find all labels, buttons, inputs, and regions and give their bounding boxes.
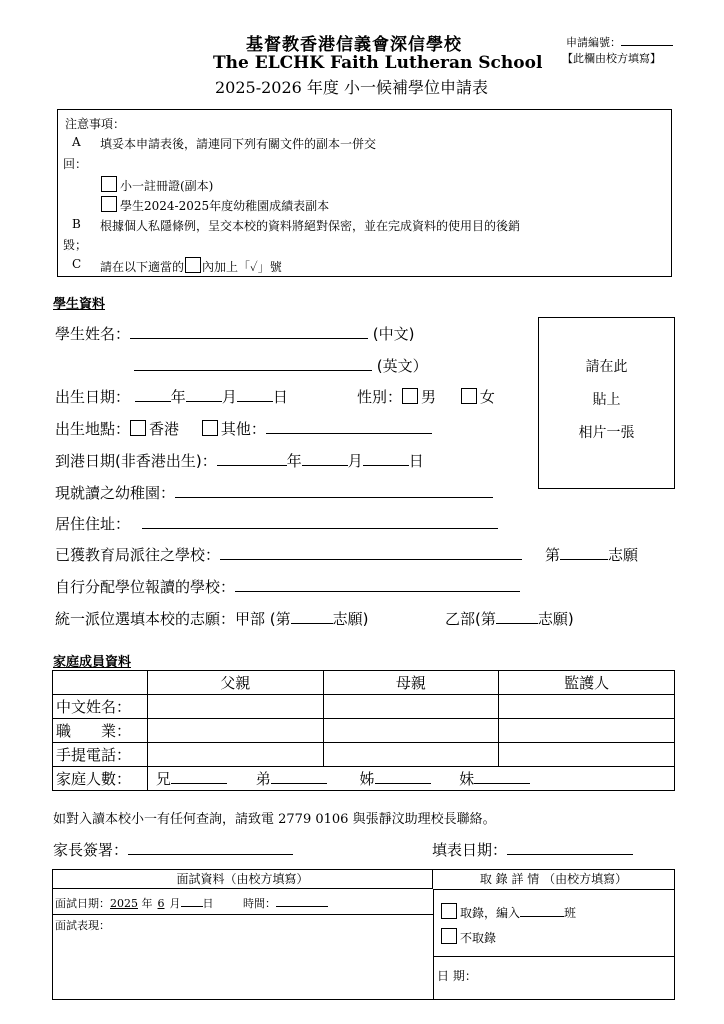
parent-signature-row[interactable]: [53, 839, 293, 860]
family-table: [52, 670, 675, 791]
interview-time-input[interactable]: [276, 895, 328, 907]
admission-title: 取 錄 詳 情 （由校方填寫）: [433, 870, 674, 890]
checkbox[interactable]: [101, 176, 117, 192]
dob-month-input[interactable]: [186, 387, 222, 402]
hong-kong-checkbox[interactable]: [130, 420, 146, 436]
time-label: 時間：: [243, 897, 276, 910]
enquiry-text: 如對入讀本校小一有任何查詢，請致電 2779 0106 與張靜汶助理校長聯絡。: [53, 812, 496, 827]
admitted-checkbox[interactable]: [441, 903, 457, 919]
interview-performance-label: 面試表現：: [55, 919, 110, 932]
arrival-label: 到港日期(非香港出生)：: [55, 452, 217, 470]
note-a-text: 填妥本申請表後，請連同下列有關文件的副本一併交: [100, 137, 377, 151]
row-label: 家庭人數：: [53, 767, 148, 791]
father-occupation-input[interactable]: [147, 719, 323, 743]
row-label: 職 業：: [53, 719, 148, 743]
younger-sister-input[interactable]: [474, 769, 530, 784]
photo-line-1: 請在此: [585, 359, 628, 375]
signature-label: 家長簽署：: [53, 841, 129, 859]
interview-title: 面試資料（由校方填寫）: [53, 870, 433, 889]
application-number-label: 申請編號：: [566, 36, 621, 49]
student-section-title: 學生資料: [53, 297, 106, 312]
dob-label: 出生日期：: [55, 388, 131, 406]
allocated-choice-row[interactable]: 第 志願: [545, 546, 639, 564]
doc-report-label: 學生2024-2025年度幼稚園成績表副本: [120, 199, 330, 213]
male-label: 男: [421, 388, 437, 406]
interview-month: 6: [157, 897, 165, 910]
birthplace-label: 出生地點：: [55, 420, 131, 438]
gender-row[interactable]: [357, 386, 495, 407]
doc-kindergarten-report[interactable]: [101, 196, 329, 214]
mother-mobile-input[interactable]: [323, 743, 499, 767]
doc-registration-slip[interactable]: [101, 176, 213, 194]
part-b-choice-input[interactable]: [496, 609, 538, 624]
fill-date-input[interactable]: [507, 840, 633, 855]
english-suffix: (英文）: [376, 357, 428, 375]
interview-date-row[interactable]: 面試日期：2025 年 6 月 日 時間：: [55, 895, 328, 911]
allocated-school-input[interactable]: [220, 545, 522, 560]
student-name-english-row[interactable]: [134, 355, 428, 376]
birthplace-row[interactable]: 出生地點： 香港 其他：: [55, 418, 432, 439]
arrival-year-input[interactable]: [217, 451, 287, 466]
admission-date-label: 日 期：: [437, 969, 477, 983]
guardian-column: 監護人: [499, 671, 675, 695]
address-label: 居住住址：: [55, 515, 131, 533]
arrival-month-input[interactable]: [302, 451, 348, 466]
discretionary-label: 自行分配學位報讀的學校：: [55, 578, 236, 596]
address-input[interactable]: [142, 514, 498, 529]
other-checkbox[interactable]: [202, 420, 218, 436]
note-a-text-cont: 回：: [63, 157, 88, 171]
photo-line-3: 相片一張: [578, 425, 635, 441]
allocated-school-row[interactable]: [55, 544, 522, 565]
female-label: 女: [479, 388, 495, 406]
signature-input[interactable]: [128, 840, 293, 855]
dob-day-input[interactable]: [237, 387, 273, 402]
note-a-letter: A: [72, 135, 81, 149]
notes-box: [57, 109, 672, 277]
table-header-row: [53, 671, 675, 695]
central-allocation-row[interactable]: 統一派位選填本校的志願：甲部 (第 志願): [55, 610, 369, 628]
other-birthplace-input[interactable]: [266, 419, 432, 434]
elder-sister-input[interactable]: [375, 769, 431, 784]
not-admitted-checkbox[interactable]: [441, 928, 457, 944]
form-title: 2025-2026 年度 小一候補學位申請表: [215, 78, 489, 97]
table-row: [53, 743, 675, 767]
allocated-choice-input[interactable]: [560, 545, 608, 560]
note-b-text: 根據個人私隱條例，呈交本校的資料將絕對保密，並在完成資料的使用目的後銷: [100, 219, 521, 233]
younger-brother-input[interactable]: [271, 769, 327, 784]
kindergarten-input[interactable]: [175, 483, 493, 498]
guardian-mobile-input[interactable]: [499, 743, 675, 767]
female-checkbox[interactable]: [461, 388, 477, 404]
father-mobile-input[interactable]: [147, 743, 323, 767]
example-checkbox: [185, 257, 201, 273]
office-use-note: 【此欄由校方填寫】: [562, 52, 661, 65]
photo-line-2: 貼上: [592, 392, 621, 408]
note-c-text: 請在以下適當的 內加上「✓」號: [100, 257, 282, 275]
gender-label: 性別：: [357, 388, 403, 406]
student-name-label: 學生姓名：: [55, 325, 131, 343]
school-name-chinese: 基督教香港信義會深信學校: [246, 35, 462, 55]
central-part-b-row[interactable]: 乙部(第 志願): [445, 610, 574, 628]
fill-date-label: 填表日期：: [432, 841, 508, 859]
mother-occupation-input[interactable]: [323, 719, 499, 743]
mother-column: 母親: [323, 671, 499, 695]
father-chinese-name-input[interactable]: [147, 695, 323, 719]
checkbox[interactable]: [101, 196, 117, 212]
mother-chinese-name-input[interactable]: [323, 695, 499, 719]
central-label: 統一派位選填本校的志願：甲部 (第: [55, 610, 291, 628]
note-b-letter: B: [72, 217, 81, 231]
male-checkbox[interactable]: [402, 388, 418, 404]
allocated-school-label: 已獲教育局派往之學校：: [55, 546, 221, 564]
student-name-chinese-row[interactable]: [55, 323, 415, 344]
part-a-choice-input[interactable]: [291, 609, 333, 624]
notes-heading: 注意事項：: [65, 117, 126, 131]
family-section-title: 家庭成員資料: [53, 655, 132, 670]
guardian-occupation-input[interactable]: [499, 719, 675, 743]
arrival-day-input[interactable]: [363, 451, 409, 466]
father-column: 父親: [147, 671, 323, 695]
fill-date-row[interactable]: [432, 839, 633, 860]
dob-year-input[interactable]: [135, 387, 171, 402]
table-row: [53, 767, 675, 791]
class-input[interactable]: [520, 905, 564, 917]
application-number-field[interactable]: [566, 34, 673, 50]
admitted-option[interactable]: 取錄，編入 班: [441, 903, 576, 921]
school-name-english: The ELCHK Faith Lutheran School: [213, 53, 543, 73]
note-c-letter: C: [72, 257, 82, 271]
kindergarten-row[interactable]: [55, 482, 493, 503]
english-name-input[interactable]: [134, 356, 372, 371]
row-label: 手提電話：: [53, 743, 148, 767]
interview-day-input[interactable]: [181, 895, 203, 907]
row-label: 中文姓名：: [53, 695, 148, 719]
not-admitted-option[interactable]: 不取錄: [441, 928, 496, 946]
kindergarten-label: 現就讀之幼稚園：: [55, 484, 176, 502]
chinese-suffix: (中文): [372, 325, 415, 343]
elder-brother-input[interactable]: [171, 769, 227, 784]
note-b-text-cont: 毀；: [63, 238, 88, 252]
office-use-box: [52, 869, 675, 1000]
siblings-cell[interactable]: 兄 弟 姊 妹: [147, 767, 674, 791]
guardian-chinese-name-input[interactable]: [499, 695, 675, 719]
chinese-name-input[interactable]: [130, 324, 368, 339]
dob-row[interactable]: 出生日期： 年 月 日: [55, 388, 288, 406]
table-row: [53, 695, 675, 719]
table-row: [53, 719, 675, 743]
interview-year: 2025: [110, 897, 138, 910]
arrival-date-row[interactable]: 到港日期(非香港出生)： 年 月 日: [55, 452, 424, 470]
interview-date-label: 面試日期：: [55, 897, 110, 910]
discretionary-row[interactable]: [55, 576, 520, 597]
discretionary-input[interactable]: [235, 577, 520, 592]
photo-box: [538, 317, 675, 489]
doc-registration-label: 小一註冊證(副本): [120, 179, 214, 193]
address-row[interactable]: [55, 513, 498, 534]
